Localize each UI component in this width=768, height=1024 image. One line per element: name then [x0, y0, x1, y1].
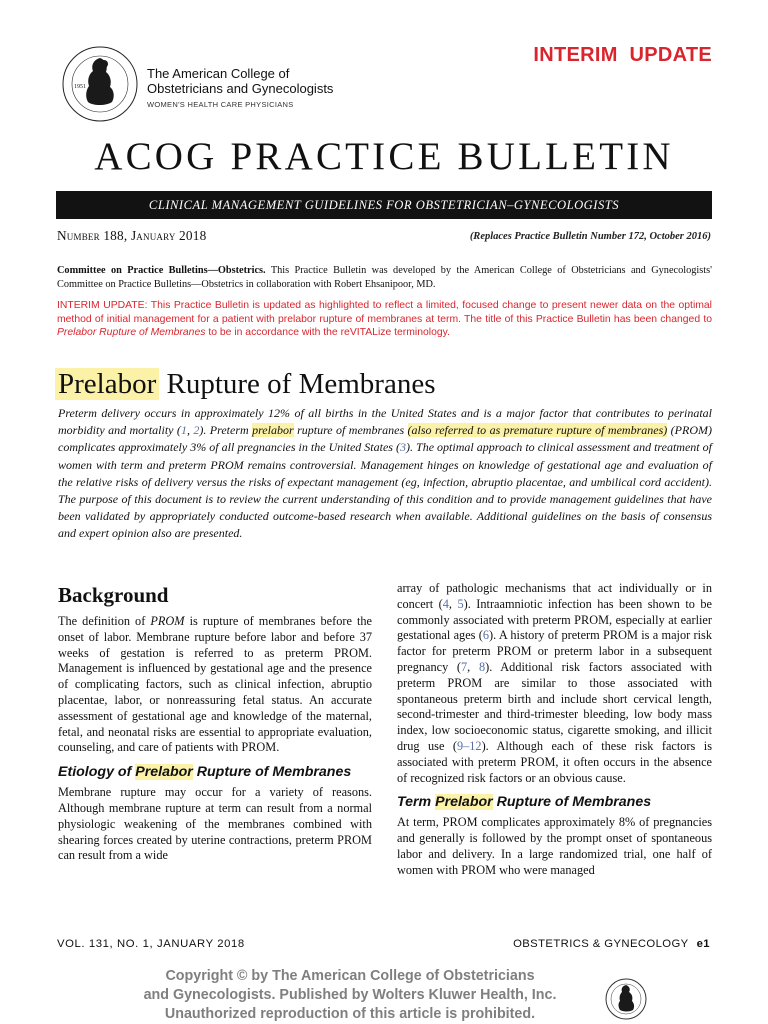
subheading-text: Etiology of [58, 764, 136, 781]
copyright-line: Unauthorized reproduction of this article is prohibited. [164, 1006, 536, 1022]
paragraph-text: ). A history of preterm PROM is a major risk factor for preterm PROM or preterm labor in a subsequent pregnancy ( [397, 628, 712, 674]
interim-update-tag: INTERIM UPDATE [533, 44, 712, 66]
etiology-paragraph: Membrane rupture may occur for a variety of reasons. Although membrane rupture at term can result from a normal physiologic weakening of the membranes combined with shearing forces created by uterine contractions, preterm PROM can result from a wide [58, 785, 372, 863]
abstract-text: ). The optimal approach to clinical assessment and treatment of women with term and preterm PROM remains controversial. Management hinges on knowledge of gestational age and evaluation of the relative risks of delivery versus the risks of expectant management (eg, infection, abruptio placentae, and umbilical cord accident). The purpose of this document is to review the current understanding of this condition and to provide management guidelines that have been validated by appropriately conducted outcome-based research when available. Additional guidelines on the basis of consensus and expert opinion also are presented. [58, 440, 712, 541]
committee-text: This Practice Bulletin was developed by the American College of Obstetricians and Gynecologists' Committee on Practice Bulletins—Obstetrics in collaboration with Robert Ehsanipoor, MD. [57, 265, 712, 290]
interim-note-title: Prelabor Rupture of Membranes [57, 327, 206, 339]
abstract-text: (PROM) complicates approximately 3% of all pregnancies in the United States ( [58, 423, 712, 455]
paragraph-text: ). Intraamniotic infection has been shown to be commonly associated with preterm PROM, especially at earlier gestational ages ( [397, 596, 712, 643]
background-heading: Background [58, 583, 169, 607]
paragraph-text: is rupture of membranes before the onset of labor. Membrane rupture before labor and before 37 weeks of gestation is referred to as preterm PROM. Management is influenced by gestational age and the presence of complicating factors, such as clinical infection, abruptio placentae, labor, or nonreassuring fetal status. An accurate assessment of gestational age and knowledge of the maternal, fetal, and neonatal risks are essential to appropriate evaluation, counseling, and care of patients with PROM. [58, 614, 372, 755]
title-highlight: Prelabor [55, 368, 159, 400]
svg-text:1951: 1951 [74, 84, 86, 90]
journal-name: OBSTETRICS & GYNECOLOGY [513, 938, 689, 950]
etiology-continued-paragraph [397, 581, 712, 786]
paragraph-text: The definition of [58, 614, 151, 628]
org-tagline: WOMEN'S HEALTH CARE PHYSICIANS [147, 100, 294, 109]
acog-small-seal-icon [604, 977, 648, 1021]
number-label: Number [57, 228, 100, 243]
organization-name [147, 66, 333, 112]
bulletin-number [57, 228, 206, 244]
etiology-subheading [58, 764, 372, 781]
guidelines-banner: CLINICAL MANAGEMENT GUIDELINES FOR OBSTETRICIAN–GYNECOLOGISTS [56, 191, 712, 219]
org-name-line1: The American College of [147, 66, 290, 81]
paragraph-text: , [448, 596, 458, 611]
date-year: 2018 [175, 228, 207, 243]
subheading-text: Rupture of Membranes [492, 794, 652, 811]
copyright-line: and Gynecologists. Published by Wolters Kluwer Health, Inc. [143, 987, 557, 1003]
highlighted-text: Prelabor [135, 764, 193, 781]
interim-note-part1: INTERIM UPDATE: This Practice Bulletin is updated as highlighted to reflect a limited, focused change to present newer data on the optimal method of initial management for a patient with prelabor rupture of membranes at term. The title of this Practice Bulletin has been changed to [57, 300, 712, 325]
acog-seal-logo [60, 44, 140, 124]
paragraph-text: ). Although each of these risk factors is associated with preterm PROM, it often occurs in the absence of recognized risk factors or an obvious cause. [397, 738, 712, 785]
interim-note-part2: to be in accordance with the reVITALize terminology. [205, 327, 450, 339]
paragraph-text: , [467, 659, 479, 674]
reference-link[interactable]: 6 [482, 628, 490, 643]
subheading-text: Term [397, 794, 436, 811]
background-paragraph [58, 614, 372, 756]
highlighted-text: Prelabor [435, 794, 493, 811]
abstract-text: Preterm delivery occurs in approximately 12% of all births in the United States and is a major factor that contributes to perinatal morbidity and mortality ( [58, 406, 712, 438]
committee-lead: Committee on Practice Bulletins—Obstetrics. [57, 265, 266, 276]
abstract-text: , [186, 423, 194, 438]
right-column [397, 581, 712, 879]
reference-link[interactable]: 1 [180, 423, 187, 438]
bulletin-title: ACOG PRACTICE BULLETIN [94, 135, 674, 178]
page-number: e1 [696, 938, 710, 950]
reference-link[interactable]: 2 [193, 423, 200, 438]
paragraph-emphasis: PROM [150, 614, 185, 628]
replaces-note: (Replaces Practice Bulletin Number 172, October 2016) [469, 231, 711, 242]
term-prom-paragraph: At term, PROM complicates approximately 8% of pregnancies and generally is followed by the prompt onset of spontaneous labor and delivery. In a large randomized trial, one half of women with PROM who were managed [397, 815, 712, 877]
article-title [58, 363, 436, 405]
paragraph-text: ). Additional risk factors associated with preterm PROM are similar to those associated with spontaneous preterm birth and include short cervical length, second-trimester and third-trimester bleeding, low body mass index, low socioeconomic status, cigarette smoking, and illicit drug use ( [397, 659, 712, 753]
org-name-line2: Obstetricians and Gynecologists [147, 81, 334, 96]
abstract-text: rupture of membranes [293, 423, 408, 438]
reference-link[interactable]: 8 [478, 659, 486, 674]
left-column [58, 582, 372, 864]
abstract-text: ). Preterm [199, 423, 253, 438]
date-month: January [130, 228, 176, 243]
number-value: 188, [99, 228, 131, 243]
footer-journal [513, 938, 710, 950]
highlighted-text: prelabor [252, 423, 294, 438]
committee-statement [57, 264, 712, 292]
subheading-text: Rupture of Membranes [192, 764, 352, 781]
paragraph-text: array of pathologic mechanisms that act individually or in concert ( [397, 581, 712, 611]
term-prom-subheading [397, 794, 712, 811]
reference-link[interactable]: 4 [442, 596, 449, 611]
abstract [58, 405, 712, 543]
reference-link[interactable]: 9–12 [456, 738, 482, 753]
footer-volume: VOL. 131, NO. 1, JANUARY 2018 [57, 938, 245, 950]
copyright-notice [70, 967, 630, 1024]
interim-update-note [57, 299, 712, 340]
reference-link[interactable]: 3 [400, 440, 406, 455]
reference-link[interactable]: 5 [457, 596, 464, 611]
highlighted-text: (also referred to as premature rupture of membranes) [407, 423, 668, 438]
reference-link[interactable]: 7 [461, 659, 468, 674]
title-rest: Rupture of Membranes [159, 368, 436, 400]
copyright-line: Copyright © by The American College of Obstetricians [165, 968, 535, 984]
